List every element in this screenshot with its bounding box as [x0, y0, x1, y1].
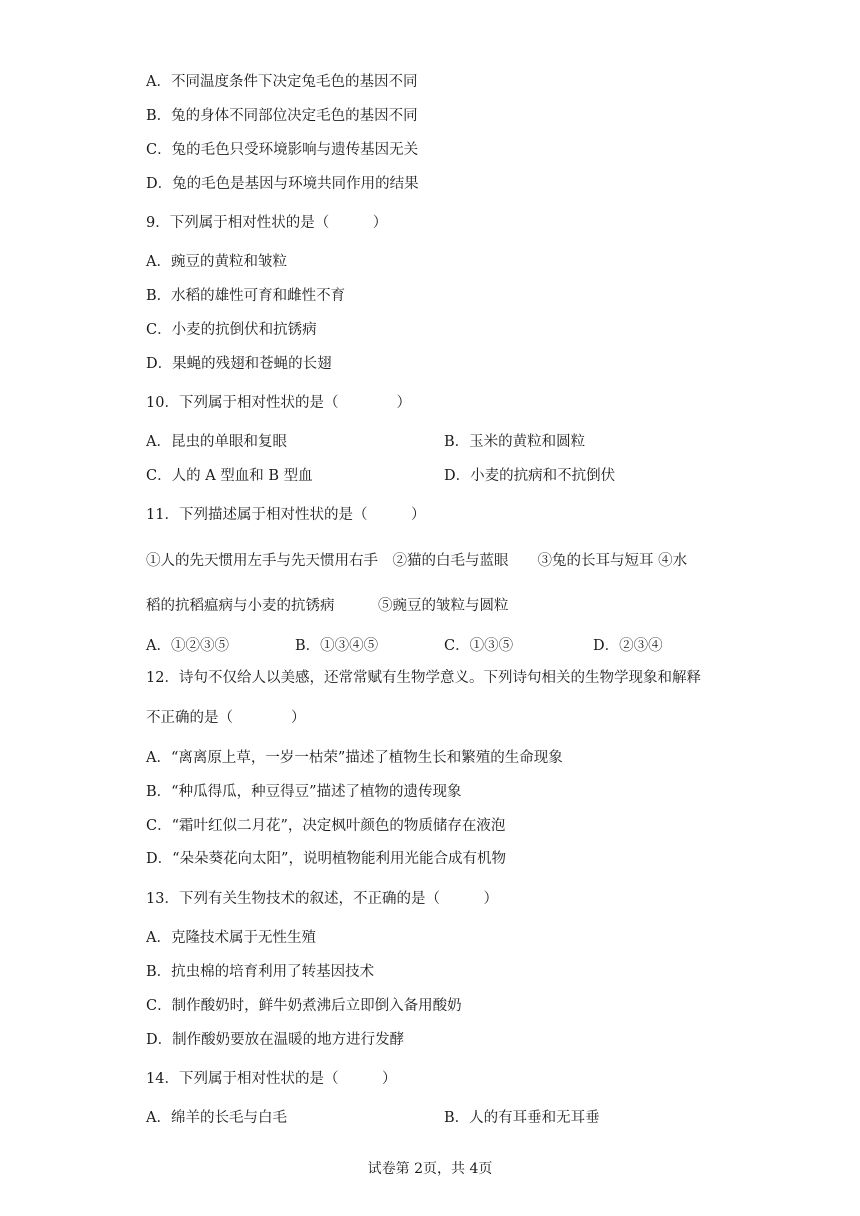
q8-option-d: D．兔的毛色是基因与环境共同作用的结果 — [146, 176, 419, 192]
q9-option-b: B．水稻的雄性可育和雌性不育 — [146, 288, 346, 304]
q12-option-d: D．“朵朵葵花向太阳”，说明植物能利用光能合成有机物 — [146, 851, 506, 867]
q10-option-d: D．小麦的抗病和不抗倒伏 — [444, 468, 616, 484]
q12-stem-line-2: 不正确的是（ ） — [146, 710, 306, 726]
q13-option-a: A．克隆技术属于无性生殖 — [146, 930, 316, 946]
q8-option-c: C．兔的毛色只受环境影响与遗传基因无关 — [146, 142, 419, 158]
q8-option-b: B．兔的身体不同部位决定毛色的基因不同 — [146, 108, 418, 124]
q11-option-d: D．②③④ — [593, 638, 663, 654]
q13-stem: 13．下列有关生物技术的叙述，不正确的是（ ） — [146, 891, 498, 907]
q14-stem: 14．下列属于相对性状的是（ ） — [146, 1071, 397, 1087]
q9-option-a: A．豌豆的黄粒和皱粒 — [146, 254, 287, 270]
q11-text-line-2: 稻的抗稻瘟病与小麦的抗锈病 ⑤豌豆的皱粒与圆粒 — [146, 598, 509, 614]
q12-stem-line-1: 12．诗句不仅给人以美感，还常常赋有生物学意义。下列诗句相关的生物学现象和解释 — [146, 670, 701, 686]
q13-option-c: C．制作酸奶时，鲜牛奶煮沸后立即倒入备用酸奶 — [146, 998, 462, 1014]
page-footer: 试卷第 2页，共 4页 — [367, 1161, 493, 1177]
q9-stem: 9．下列属于相对性状的是（ ） — [146, 215, 388, 231]
q11-option-c: C．①③⑤ — [444, 638, 514, 654]
q14-option-a: A．绵羊的长毛与白毛 — [146, 1110, 287, 1126]
q8-option-a: A．不同温度条件下决定兔毛色的基因不同 — [146, 74, 418, 90]
q10-option-c: C．人的 A 型血和 B 型血 — [146, 468, 313, 484]
q11-option-b: B．①③④⑤ — [295, 638, 379, 654]
q12-option-b: B．“种瓜得瓜，种豆得豆”描述了植物的遗传现象 — [146, 784, 462, 800]
q9-option-d: D．果蝇的残翅和苍蝇的长翅 — [146, 356, 332, 372]
q10-option-a: A．昆虫的单眼和复眼 — [146, 434, 287, 450]
q9-option-c: C．小麦的抗倒伏和抗锈病 — [146, 322, 317, 338]
q11-option-a: A．①②③⑤ — [146, 638, 229, 654]
q13-option-b: B．抗虫棉的培育利用了转基因技术 — [146, 964, 375, 980]
q11-text-line-1: ①人的先天惯用左手与先天惯用右手 ②猫的白毛与蓝眼 ③兔的长耳与短耳 ④水 — [146, 553, 688, 569]
q11-stem: 11．下列描述属于相对性状的是（ ） — [146, 507, 426, 523]
q10-stem: 10．下列属于相对性状的是（ ） — [146, 395, 411, 411]
q12-option-c: C．“霜叶红似二月花”，决定枫叶颜色的物质储存在液泡 — [146, 818, 506, 834]
q14-option-b: B．人的有耳垂和无耳垂 — [444, 1110, 600, 1126]
q13-option-d: D．制作酸奶要放在温暖的地方进行发酵 — [146, 1032, 405, 1048]
q10-option-b: B．玉米的黄粒和圆粒 — [444, 434, 586, 450]
q12-option-a: A．“离离原上草，一岁一枯荣”描述了植物生长和繁殖的生命现象 — [146, 750, 563, 766]
